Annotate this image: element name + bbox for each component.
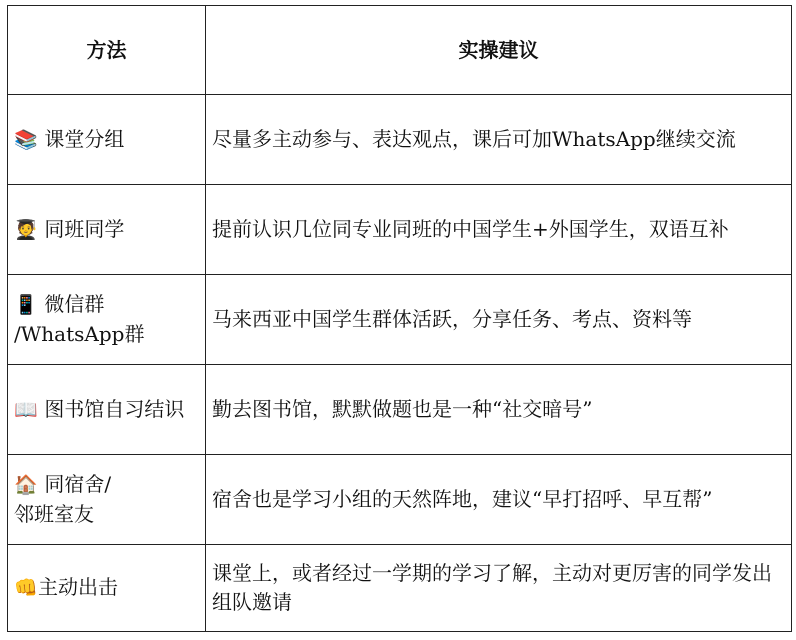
table-row bbox=[8, 185, 792, 275]
advice-cell: 尽量多主动参与、表达观点，课后可加WhatsApp继续交流 bbox=[206, 95, 792, 185]
method-cell bbox=[8, 185, 206, 275]
advice-cell: 课堂上，或者经过一学期的学习了解，主动对更厉害的同学发出组队邀请 bbox=[206, 545, 792, 632]
house-icon: 🏠 bbox=[14, 474, 38, 496]
phone-icon: 📱 bbox=[14, 294, 38, 316]
method-label: 同宿舍/ 邻班室友 bbox=[14, 472, 112, 526]
student-icon: 🧑‍🎓 bbox=[14, 218, 38, 241]
method-cell bbox=[8, 365, 206, 455]
method-cell bbox=[8, 95, 206, 185]
method-label: 微信群 /WhatsApp群 bbox=[14, 292, 145, 346]
advice-cell: 勤去图书馆，默默做题也是一种“社交暗号” bbox=[206, 365, 792, 455]
header-advice: 实操建议 bbox=[206, 6, 792, 95]
table-row bbox=[8, 95, 792, 185]
method-label: 同班同学 bbox=[38, 216, 125, 241]
table-row bbox=[8, 455, 792, 545]
method-cell bbox=[8, 545, 206, 632]
study-tips-table bbox=[7, 5, 792, 632]
table-row bbox=[8, 545, 792, 632]
method-label: 图书馆自习结识 bbox=[38, 396, 185, 421]
method-cell bbox=[8, 275, 206, 365]
method-cell bbox=[8, 455, 206, 545]
table-row bbox=[8, 275, 792, 365]
advice-cell: 马来西亚中国学生群体活跃，分享任务、考点、资料等 bbox=[206, 275, 792, 365]
fist-icon: 👊 bbox=[14, 577, 38, 599]
advice-cell: 宿舍也是学习小组的天然阵地，建议“早打招呼、早互帮” bbox=[206, 455, 792, 545]
advice-cell: 提前认识几位同专业同班的中国学生+外国学生，双语互补 bbox=[206, 185, 792, 275]
table-row bbox=[8, 365, 792, 455]
books-icon: 📚 bbox=[14, 128, 38, 151]
method-label: 主动出击 bbox=[38, 575, 118, 599]
header-row bbox=[8, 6, 792, 95]
header-method: 方法 bbox=[8, 6, 206, 95]
open-book-icon: 📖 bbox=[14, 398, 38, 421]
method-label: 课堂分组 bbox=[38, 126, 125, 151]
